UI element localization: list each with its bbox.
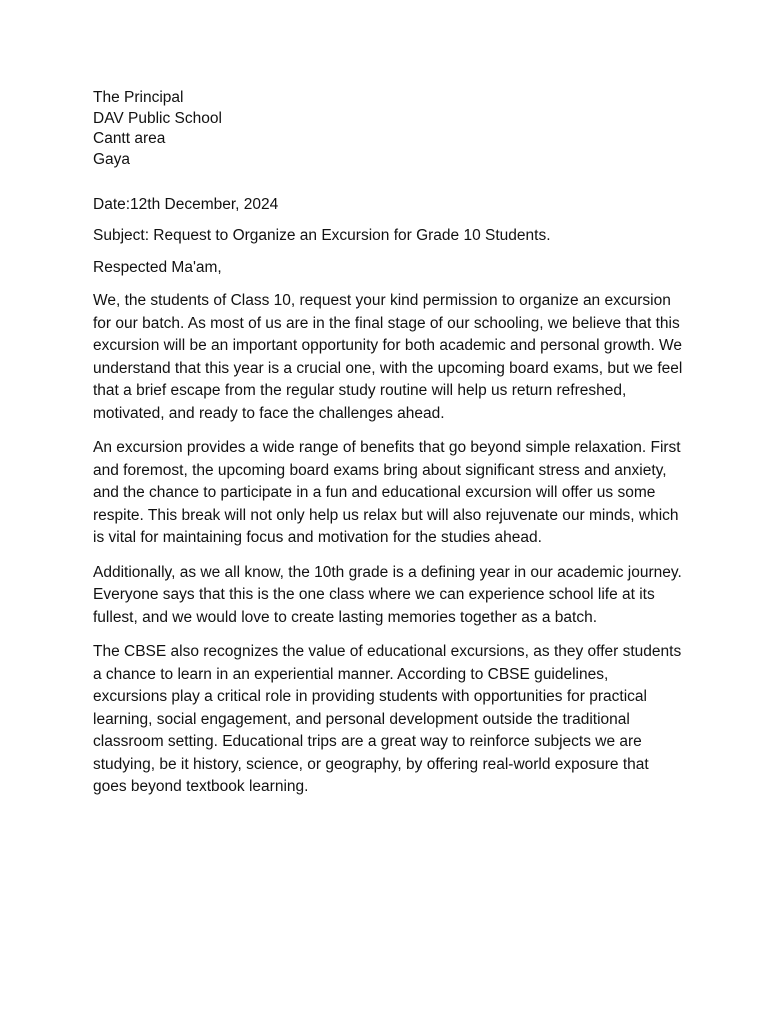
- body-paragraph-3: Additionally, as we all know, the 10th grade is a defining year in our academic journey. Everyone says that this is the one class where we can experience school life at its fullest, and we would love to create lasting memories together as a batch.: [93, 563, 682, 626]
- body-paragraph-1: We, the students of Class 10, request your kind permission to organize an excursion for our batch. As most of us are in the final stage of our schooling, we believe that this excursion will be an important opportunity for both academic and personal growth. We understand that this year is a crucial one, with the upcoming board exams, but we feel that a brief escape from the regular study routine will help us return refreshed, motivated, and ready to face the challenges ahead.: [93, 292, 683, 422]
- letter-page: [93, 88, 683, 799]
- letter-salutation: Respected Ma'am,: [93, 259, 222, 276]
- body-paragraph-2: An excursion provides a wide range of benefits that go beyond simple relaxation. First and foremost, the upcoming board exams bring about significant stress and anxiety, and the chance to participate in a fun and educational excursion will offer us some respite. This break will not only help us relax but will also rejuvenate our minds, which is vital for maintaining focus and motivation for the studies ahead.: [93, 439, 681, 546]
- body-paragraph-4: The CBSE also recognizes the value of educational excursions, as they offer students a chance to learn in an experiential manner. According to CBSE guidelines, excursions play a critical role in providing students with opportunities for practical learning, social engagement, and personal development outside the traditional classroom setting. Educational trips are a great way to reinforce subjects we are studying, be it history, science, or geography, by offering real-world exposure that goes beyond textbook learning.: [93, 643, 682, 795]
- recipient-school: DAV Public School: [93, 109, 222, 127]
- recipient-title: The Principal: [93, 89, 184, 106]
- recipient-address: [93, 88, 683, 170]
- recipient-city: Gaya: [93, 150, 131, 168]
- recipient-area: Cantt area: [93, 130, 166, 147]
- letter-subject: Subject: Request to Organize an Excursion for Grade 10 Students.: [93, 227, 551, 244]
- letter-date: Date:12th December, 2024: [93, 196, 279, 213]
